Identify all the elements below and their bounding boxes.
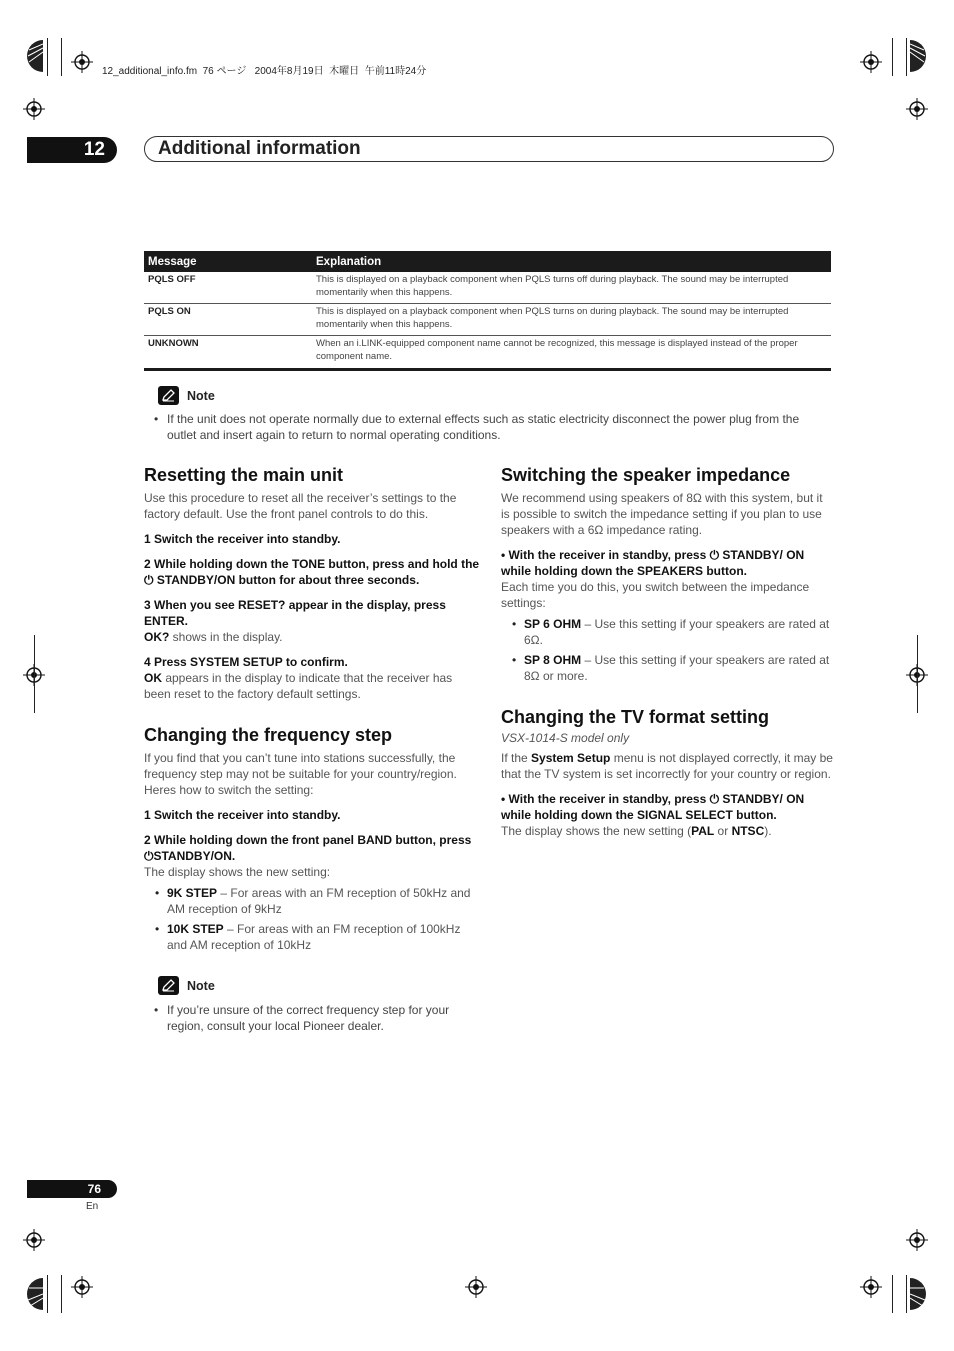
crop-line [61,1275,62,1313]
freq-step-1: 1 Switch the receiver into standby. [144,808,341,822]
color-bar-icon [27,40,43,72]
section-title-freq: Changing the frequency step [144,725,393,745]
crop-line [47,38,48,76]
registration-mark-icon [71,51,93,73]
table-header [144,251,831,272]
message-cell: PQLS OFF [148,274,196,285]
note-pencil-icon [158,386,179,405]
registration-mark-icon [23,98,45,120]
note-text: • If the unit does not operate normally due to external effects such as static electricity disconnect the power plug from the outlet and insert again to return to normal operating conditions. [144,411,827,443]
explanation-cell: When an i.LINK-equipped component name cannot be recognized, this message is displayed instead of the proper component name. [316,338,798,362]
tv-intro: If the System Setup menu is not displayed correctly, it may be that the TV system is set incorrectly for your country or region. [501,751,833,781]
crop-line [906,38,907,76]
registration-mark-icon [465,1276,487,1298]
message-cell: PQLS ON [148,306,191,317]
model-note: VSX-1014-S model only [501,731,630,745]
right-column [501,465,834,839]
crop-line [34,635,35,713]
color-bar-icon [27,1278,43,1310]
registration-mark-icon [906,1229,928,1251]
reset-step-1: 1 Switch the receiver into standby. [144,532,341,546]
reset-intro: Use this procedure to reset all the receiver’s settings to the factory default. Use the front panel controls to do this. [144,491,457,521]
impedance-result: Each time you do this, you switch between the impedance settings: [501,580,810,610]
freq-step-2: 2 While holding down the front panel BAND button, press ⏻STANDBY/ON. [144,833,472,863]
reset-step-2: 2 While holding down the TONE button, press and hold the ⏻ STANDBY/ON button for about three seconds. [144,557,480,587]
crop-line [917,635,918,713]
display-ok: OK [144,671,162,685]
chapter-title: Additional information [144,136,834,162]
left-column [144,465,480,1034]
registration-mark-icon [906,98,928,120]
message-cell: UNKNOWN [148,338,199,349]
reset-step-3: 3 When you see RESET? appear in the display, press ENTER. [144,598,446,628]
registration-mark-icon [860,1276,882,1298]
table-row [144,336,831,367]
chapter-number: 12 [27,137,117,163]
note-text: • If you’re unsure of the correct frequency step for your region, consult your local Pioneer dealer. [144,1002,480,1034]
reset-step-4-result: OK appears in the display to indicate that the receiver has been reset to the factory default settings. [144,671,453,701]
impedance-step: • With the receiver in standby, press ⏻ STANDBY/ ON while holding down the SPEAKERS button. [501,548,805,578]
note-label: Note [187,978,215,993]
explanation-cell: This is displayed on a playback component when PQLS turns on during playback. The sound may be interrupted momentarily when this happens. [316,306,789,330]
section-title-tv: Changing the TV format setting [501,707,769,727]
crop-line [906,1275,907,1313]
section-title-impedance: Switching the speaker impedance [501,465,791,485]
freq-intro: If you find that you can’t tune into stations successfully, the frequency step may not be suitable for your country/region. Heres how to switch the setting: [144,751,457,797]
list-item: • SP 8 OHM – Use this setting if your speakers are rated at 8Ω or more. [501,652,834,684]
color-bar-icon [910,1278,926,1310]
display-ok-question: OK? [144,630,170,644]
table-bottom-rule [144,368,831,371]
message-table [144,251,831,371]
crop-line [47,1275,48,1313]
explanation-cell: This is displayed on a playback component when PQLS turns off during playback. The sound may be interrupted momentarily when this happens. [316,274,789,298]
tv-result: The display shows the new setting (PAL or NTSC). [501,824,772,838]
impedance-intro: We recommend using speakers of 8Ω with this system, but it is possible to switch the impedance setting if you plan to use speakers with a 6Ω impedance rating. [501,491,823,537]
section-title-reset: Resetting the main unit [144,465,344,485]
color-bar-icon [910,40,926,72]
reset-step-3-result: OK? shows in the display. [144,630,283,644]
column-header-message: Message [148,255,197,268]
page-number: 76 [27,1180,117,1198]
note-pencil-icon [158,976,179,995]
table-row [144,272,831,304]
list-item: • SP 6 OHM – Use this setting if your speakers are rated at 6Ω. [501,616,834,648]
language-code: En [86,1201,99,1212]
registration-mark-icon [23,1229,45,1251]
list-item: • 10K STEP – For areas with an FM reception of 100kHz and AM reception of 10kHz [144,921,480,953]
freq-result: The display shows the new setting: [144,865,331,879]
table-row [144,304,831,336]
registration-mark-icon [860,51,882,73]
registration-mark-icon [71,1276,93,1298]
print-header: 12_additional_info.fm 76 ページ 2004年8月19日 木曜日 午前11時24分 [102,66,427,77]
list-item: • 9K STEP – For areas with an FM reception of 50kHz and AM reception of 9kHz [144,885,480,917]
reset-step-4: 4 Press SYSTEM SETUP to confirm. [144,655,348,669]
system-setup-menu: System Setup [531,751,611,765]
note-heading [158,386,215,405]
crop-line [892,38,893,76]
note-label: Note [187,388,215,403]
column-header-explanation: Explanation [316,255,382,268]
crop-line [61,38,62,76]
tv-step: • With the receiver in standby, press ⏻ STANDBY/ ON while holding down the SIGNAL SELECT button. [501,792,805,822]
crop-line [892,1275,893,1313]
note-heading [158,976,480,995]
